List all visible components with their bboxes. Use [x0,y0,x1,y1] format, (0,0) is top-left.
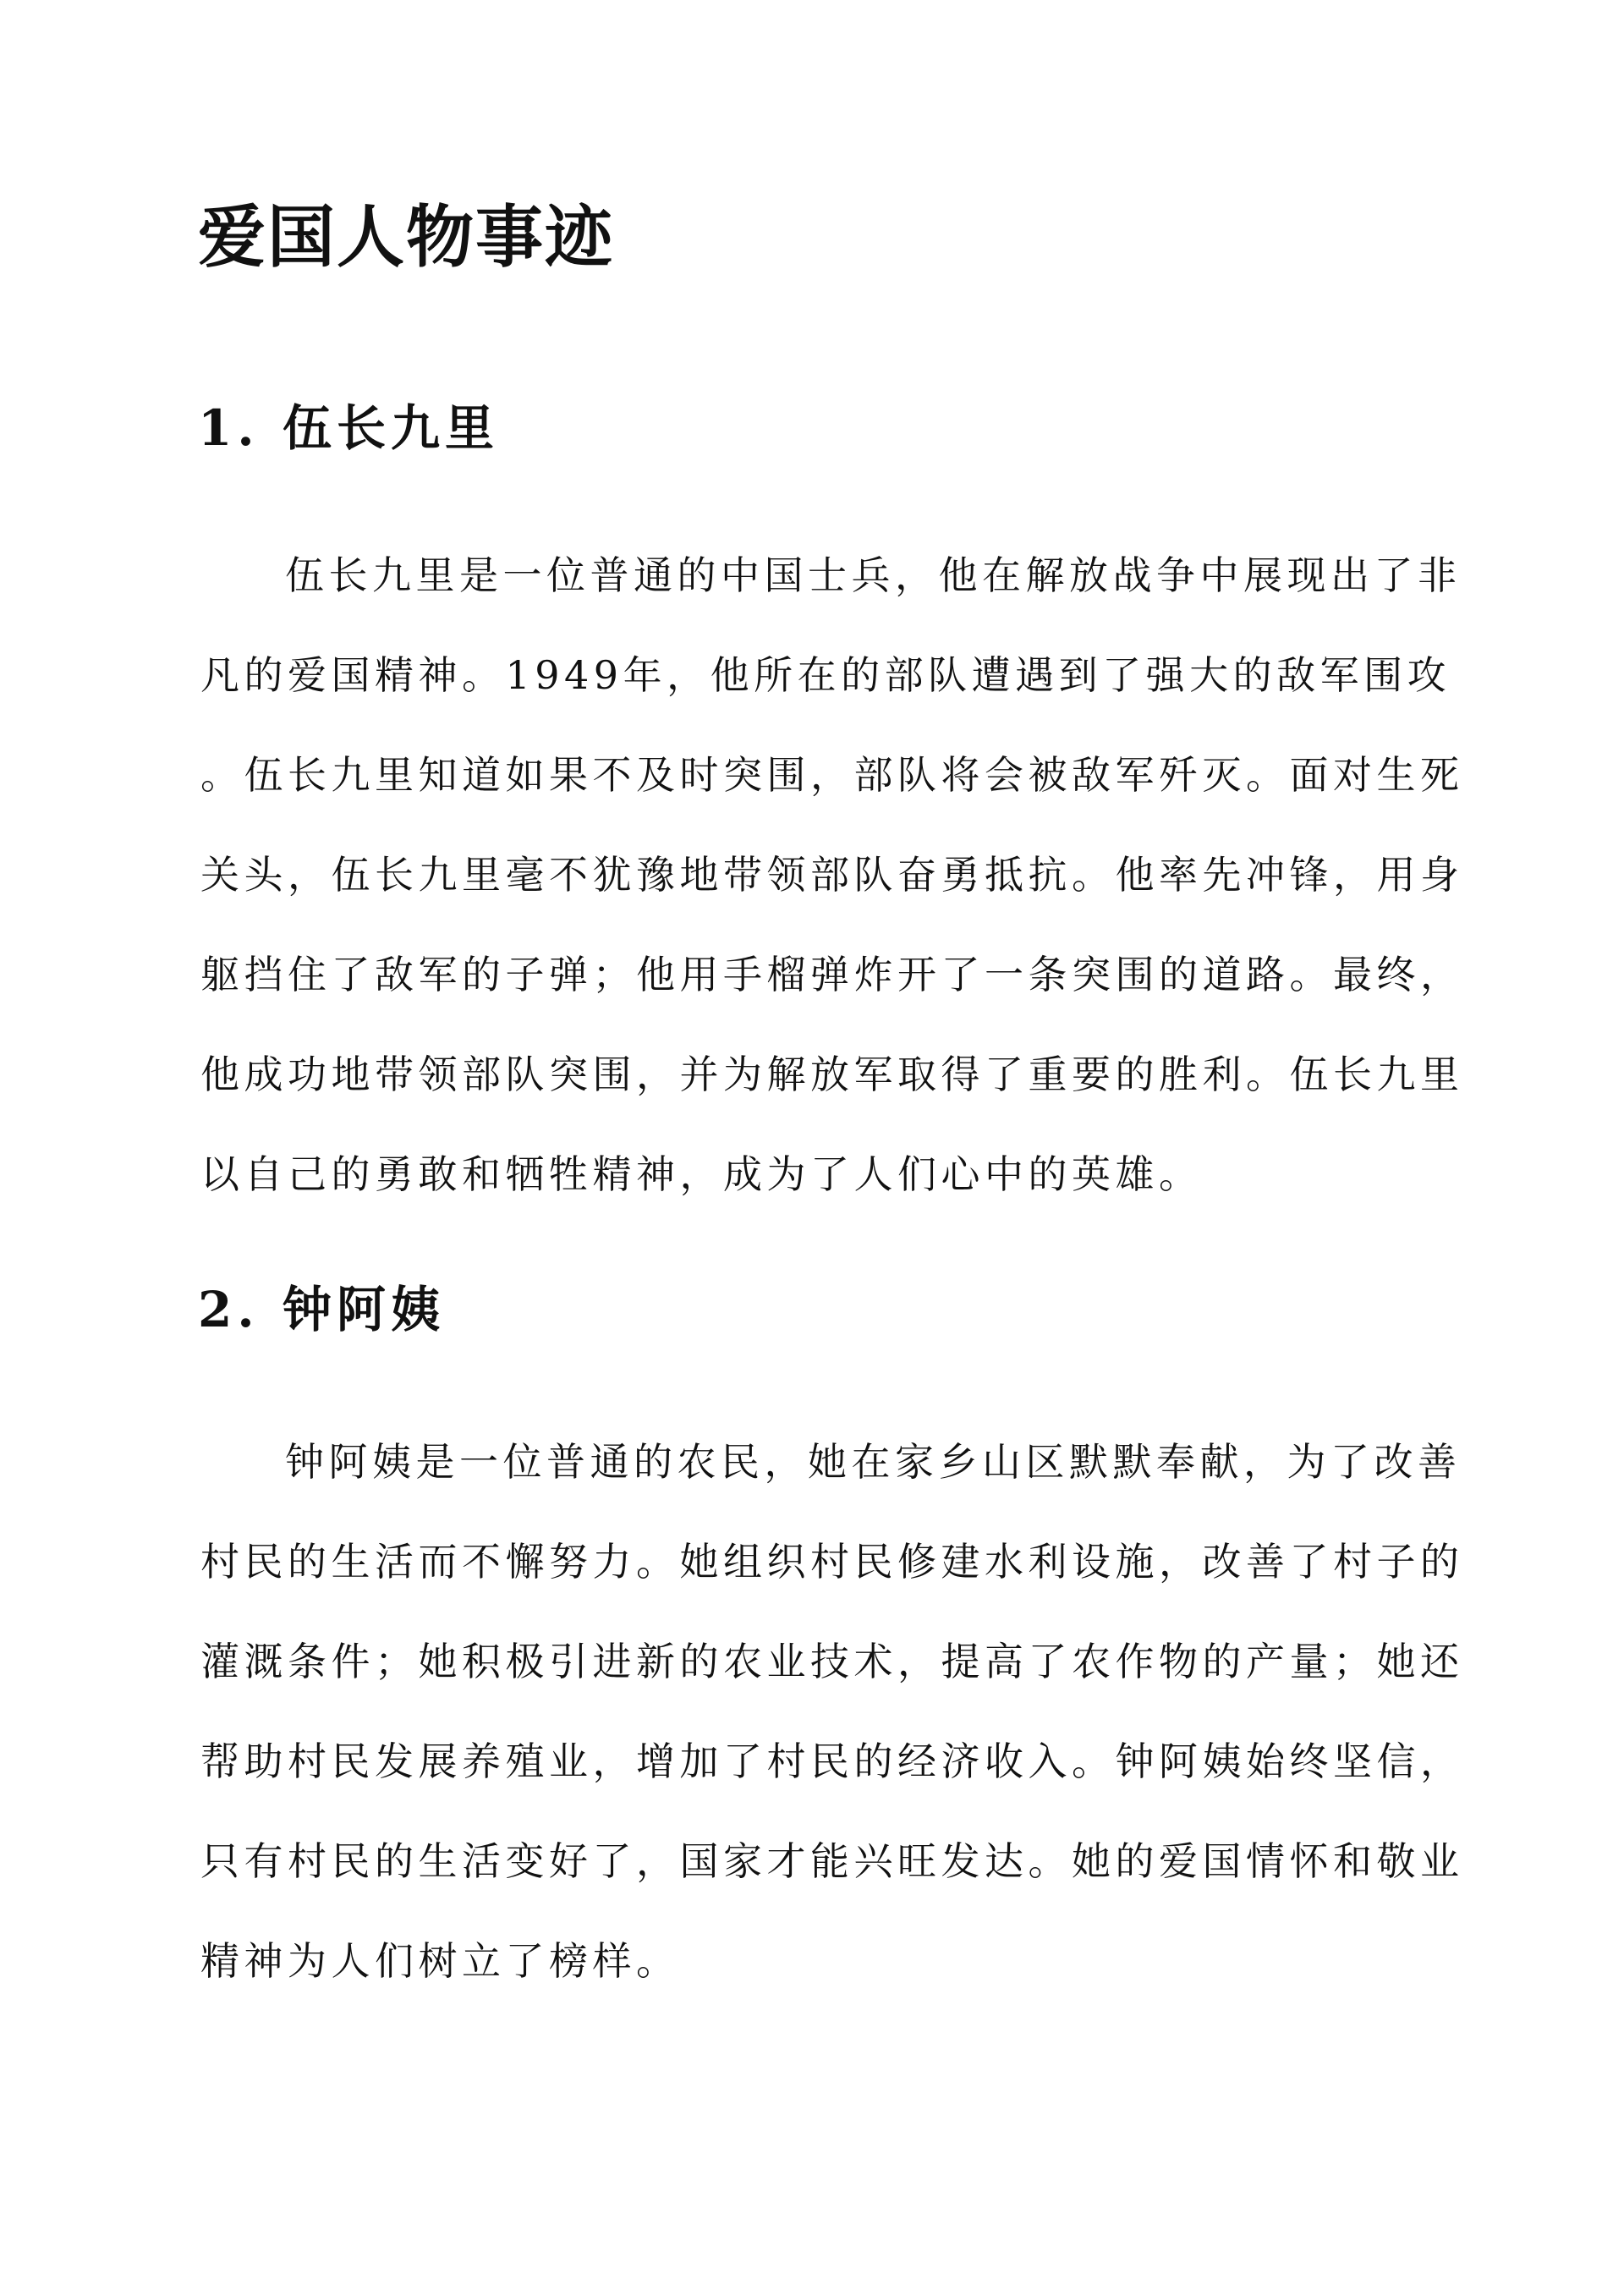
paragraph-line: 凡的爱国精神。1949年，他所在的部队遭遇到了强大的敌军围攻 [200,652,1451,698]
section-number: 2. [198,1281,260,1338]
section-paragraph-2 [200,1412,1464,2011]
section-heading-text: 钟阿姨 [283,1281,446,1338]
document-title: 爱国人物事迹 [198,197,614,277]
section-paragraph-1 [200,525,1464,1224]
paragraph-line: 关头，伍长九里毫不犹豫地带领部队奋勇抵抗。他率先冲锋，用身 [200,852,1464,898]
paragraph-line: 伍长九里是一位普通的中国士兵，他在解放战争中展现出了非 [285,552,1462,598]
section-heading-text: 伍长九里 [283,399,500,457]
paragraph-line: 只有村民的生活变好了，国家才能兴旺发达。她的爱国情怀和敬业 [200,1838,1464,1884]
section-heading-1 [198,398,499,458]
paragraph-line: 灌溉条件；她积极引进新的农业技术，提高了农作物的产量；她还 [200,1639,1464,1684]
paragraph-line: 钟阿姨是一位普通的农民，她在家乡山区默默奉献，为了改善 [285,1439,1462,1485]
section-heading-2 [198,1280,445,1339]
paragraph-line: 以自己的勇敢和牺牲精神，成为了人们心中的英雄。 [200,1151,1203,1197]
paragraph-line: 躯挡住了敌军的子弹；他用手榴弹炸开了一条突围的道路。最终， [200,952,1464,997]
paragraph-line: 精神为人们树立了榜样。 [200,1938,680,1984]
paragraph-line: 村民的生活而不懈努力。她组织村民修建水利设施，改善了村子的 [200,1539,1464,1585]
paragraph-line: 他成功地带领部队突围，并为解放军取得了重要的胜利。伍长九里 [200,1052,1464,1097]
paragraph-line: 。伍长九里知道如果不及时突围，部队将会被敌军歼灭。面对生死 [200,752,1464,798]
paragraph-line: 帮助村民发展养殖业，增加了村民的经济收入。钟阿姨始终坚信， [200,1738,1464,1784]
section-number: 1. [198,399,260,457]
